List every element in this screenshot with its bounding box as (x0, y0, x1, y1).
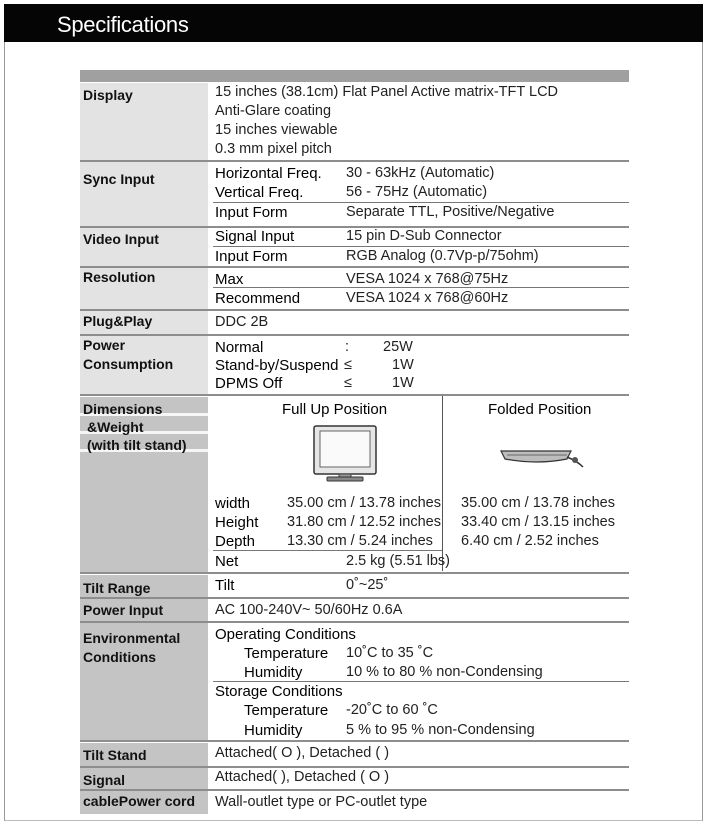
sync-value-1: 30 - 63kHz (Automatic) (346, 165, 495, 181)
operating-conditions-title: Operating Conditions (215, 626, 356, 643)
power-value-3: 1W (392, 375, 414, 391)
environmental-label-2: Conditions (83, 649, 157, 665)
row-divider (80, 334, 629, 336)
power-sep-3: ≤ (344, 375, 352, 391)
sync-key-2: Vertical Freq. (215, 184, 304, 201)
dim-key-height: Height (215, 514, 259, 531)
storage-temperature-value: -20˚C to 60 ˚C (346, 702, 438, 718)
sync-input-label: Sync Input (83, 171, 155, 187)
row-divider (80, 266, 629, 268)
power-input-label: Power Input (83, 602, 164, 618)
sync-key-1: Horizontal Freq. (215, 165, 322, 182)
row-divider (80, 160, 629, 162)
power-key-2: Stand-by/Suspend (215, 357, 339, 374)
power-sep-2: ≤ (344, 357, 352, 373)
row-divider (80, 740, 629, 742)
row-divider (80, 789, 629, 791)
monitor-folded-icon (497, 447, 587, 471)
dimensions-label-1: Dimensions (83, 401, 163, 417)
dim-folded-width: 35.00 cm / 13.78 inches (461, 495, 615, 511)
tilt-range-label: Tilt Range (83, 580, 151, 596)
dimensions-label-3: (with tilt stand) (87, 437, 187, 453)
power-consumption-label-2: Consumption (83, 356, 174, 372)
sync-value-2: 56 - 75Hz (Automatic) (346, 184, 488, 200)
resolution-value-2: VESA 1024 x 768@60Hz (346, 290, 509, 306)
net-label: Net (215, 553, 239, 570)
power-cord-label: cablePower cord (83, 793, 196, 809)
dim-folded-height: 33.40 cm / 13.15 inches (461, 514, 615, 530)
dim-key-width: width (215, 495, 251, 512)
resolution-label: Resolution (83, 269, 156, 285)
display-line-3: 15 inches viewable (215, 122, 338, 138)
video-key-1: Signal Input (215, 228, 295, 245)
display-line-4: 0.3 mm pixel pitch (215, 141, 332, 157)
power-value-1: 25W (383, 339, 413, 355)
power-cord-value: Wall-outlet type or PC-outlet type (215, 794, 428, 810)
display-line-1: 15 inches (38.1cm) Flat Panel Active matrix-TFT LCD (215, 84, 559, 100)
operating-temperature-value: 10˚C to 35 ˚C (346, 645, 434, 661)
resolution-value-1: VESA 1024 x 768@75Hz (346, 271, 509, 287)
video-key-2: Input Form (215, 248, 288, 265)
power-sep-1: : (345, 339, 350, 355)
tilt-stand-value: Attached( O ), Detached ( ) (215, 745, 390, 761)
environmental-label-1: Environmental (83, 630, 181, 646)
signal-cable-value: Attached( ), Detached ( O ) (215, 769, 390, 785)
plug-play-value: DDC 2B (215, 314, 269, 330)
resolution-key-1: Max (215, 271, 244, 288)
video-input-label: Video Input (83, 231, 159, 247)
full-up-header: Full Up Position (282, 401, 388, 418)
storage-conditions-title: Storage Conditions (215, 683, 343, 700)
display-label: Display (83, 87, 133, 103)
column-divider (442, 396, 443, 571)
storage-temperature-label: Temperature (244, 702, 329, 719)
row-divider (80, 597, 629, 599)
plug-play-label: Plug&Play (83, 313, 153, 329)
signal-label: Signal (83, 772, 126, 788)
video-value-2: RGB Analog (0.7Vp-p/75ohm) (346, 248, 539, 264)
net-value: 2.5 kg (5.51 lbs) (346, 553, 450, 569)
row-divider (80, 394, 629, 396)
storage-humidity-value: 5 % to 95 % non-Condensing (346, 722, 535, 738)
monitor-upright-icon (309, 424, 381, 482)
dim-full-depth: 13.30 cm / 5.24 inches (287, 533, 433, 549)
video-value-1: 15 pin D-Sub Connector (346, 228, 502, 244)
operating-humidity-label: Humidity (244, 664, 303, 681)
power-consumption-label-1: Power (83, 337, 126, 353)
tilt-value: 0˚~25˚ (346, 577, 389, 593)
display-line-2: Anti-Glare coating (215, 103, 332, 119)
power-key-3: DPMS Off (215, 375, 283, 392)
power-key-1: Normal (215, 339, 264, 356)
sync-key-3: Input Form (215, 204, 288, 221)
storage-humidity-label: Humidity (244, 722, 303, 739)
resolution-key-2: Recommend (215, 290, 301, 307)
operating-humidity-value: 10 % to 80 % non-Condensing (346, 664, 543, 680)
dim-folded-depth: 6.40 cm / 2.52 inches (461, 533, 599, 549)
row-divider (80, 309, 629, 311)
dim-full-height: 31.80 cm / 12.52 inches (287, 514, 441, 530)
page-title: Specifications (57, 12, 189, 37)
table-header-band (80, 70, 629, 82)
dimensions-label-2: &Weight (87, 419, 144, 435)
sync-value-3: Separate TTL, Positive/Negative (346, 204, 555, 220)
row-divider (80, 572, 629, 574)
tilt-stand-label: Tilt Stand (83, 747, 147, 763)
power-input-value: AC 100-240V~ 50/60Hz 0.6A (215, 602, 403, 618)
tilt-key: Tilt (215, 577, 235, 594)
operating-temperature-label: Temperature (244, 645, 329, 662)
row-divider (80, 621, 629, 623)
dim-full-width: 35.00 cm / 13.78 inches (287, 495, 441, 511)
folded-header: Folded Position (488, 401, 592, 418)
dim-key-depth: Depth (215, 533, 256, 550)
power-value-2: 1W (392, 357, 414, 373)
